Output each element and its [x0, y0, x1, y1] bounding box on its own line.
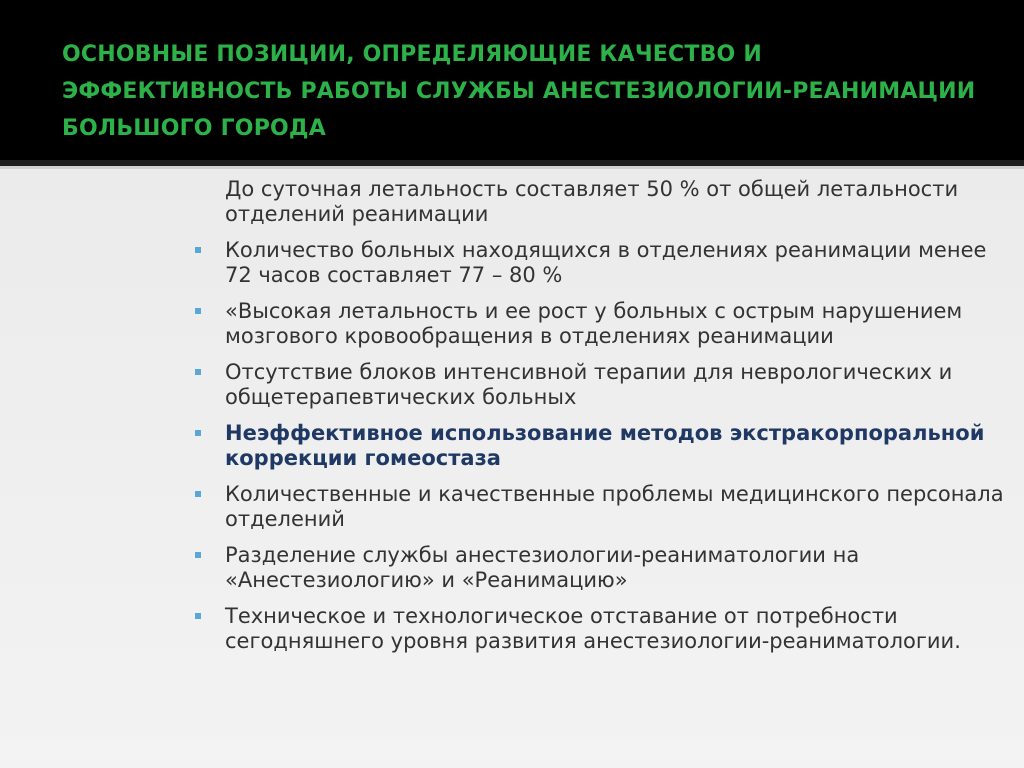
bullet-text: Разделение службы анестезиологии-реаниматологии на «Анестезиологию» и «Реанимацию»: [225, 543, 860, 592]
bullet-text: Отсутствие блоков интенсивной терапии для неврологических и общетерапевтических больных: [225, 360, 953, 409]
bullet-item: [193, 299, 1015, 349]
slide-title: ОСНОВНЫЕ ПОЗИЦИИ, ОПРЕДЕЛЯЮЩИЕ КАЧЕСТВО И ЭФФЕКТИВНОСТЬ РАБОТЫ СЛУЖБЫ АНЕСТЕЗИОЛОГИИ-РЕАНИМАЦИИ БОЛЬШОГО ГОРОДА: [62, 42, 976, 141]
square-bullet-icon: [195, 247, 201, 253]
square-bullet-icon: [195, 491, 201, 497]
slide-body: [0, 169, 1024, 768]
bullet-item: [193, 421, 1015, 471]
bullet-text: Техническое и технологическое отставание от потребности сегодняшнего уровня развития анестезиологии-реаниматологии.: [225, 604, 961, 653]
bullet-item: [193, 482, 1015, 532]
square-bullet-icon: [195, 308, 201, 314]
bullet-item: [193, 360, 1015, 410]
bullet-item: [193, 604, 1015, 654]
square-bullet-icon: [195, 369, 201, 375]
bullet-item: [193, 177, 1015, 227]
bullet-text: До суточная летальность составляет 50 % от общей летальности отделений реанимации: [225, 177, 959, 226]
bullet-text: Количество больных находящихся в отделениях реанимации менее 72 часов составляет 77 – 80 %: [225, 238, 987, 287]
bullet-list: [193, 177, 1015, 665]
title-band: [0, 0, 1024, 160]
bullet-text: Неэффективное использование методов экстракорпоральной коррекции гомеостаза: [225, 421, 985, 470]
square-bullet-icon: [195, 613, 201, 619]
bullet-text: «Высокая летальность и ее рост у больных с острым нарушением мозгового кровообращения в отделениях реанимации: [225, 299, 963, 348]
square-bullet-icon: [195, 430, 201, 436]
bullet-text: Количественные и качественные проблемы медицинского персонала отделений: [225, 482, 1004, 531]
square-bullet-icon: [195, 552, 201, 558]
bullet-item: [193, 238, 1015, 288]
bullet-item: [193, 543, 1015, 593]
